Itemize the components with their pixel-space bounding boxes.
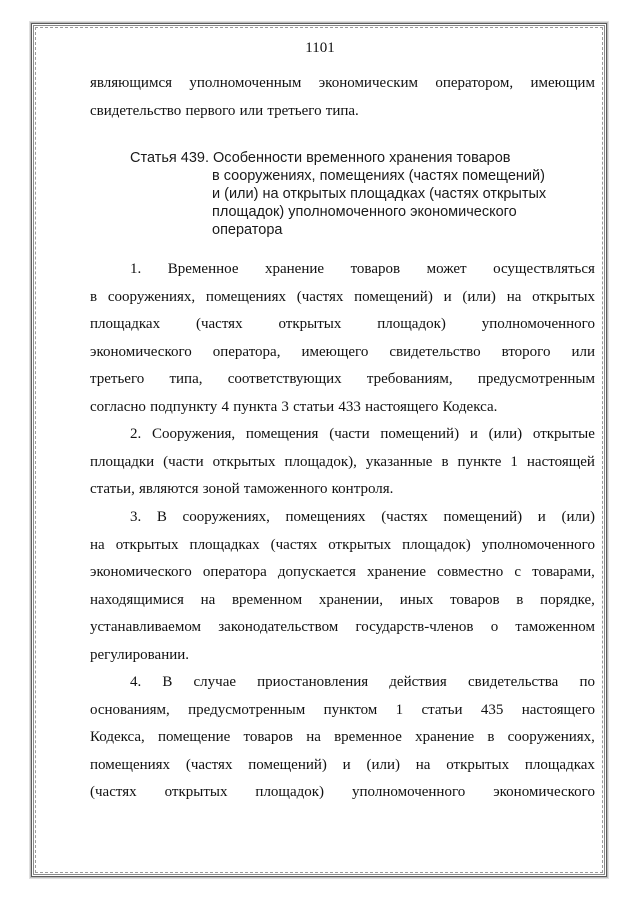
text-line: статьи, являются зоной таможенного контроля. [90, 481, 394, 497]
text-line: регулировании. [90, 646, 190, 663]
intro-paragraph [90, 70, 595, 125]
article-title-continuation: площадок) уполномоченного экономического [212, 204, 517, 220]
text-line: экономического оператора допускается хранение совместно с товарами, [90, 564, 595, 580]
text-line: площадках (частях открытых площадок) уполномоченного [90, 316, 595, 332]
page-number: 1101 [305, 40, 335, 56]
article-heading [130, 149, 600, 239]
text-line: 1. Временное хранение товаров может осуществляться [130, 261, 595, 277]
text-line: основаниям, предусмотренным пунктом 1 статьи 435 настоящего [90, 701, 595, 718]
text-line: третьего типа, соответствующих требованиям, предусмотренным [90, 371, 595, 387]
paragraph-2 [90, 421, 595, 504]
text-line: в сооружениях, помещениях (частях помещений) и (или) на открытых [90, 288, 595, 305]
paragraph-4 [90, 669, 595, 807]
text-line: 4. В случае приостановления действия свидетельства по [130, 674, 595, 690]
text-line: 3. В сооружениях, помещениях (частях помещений) и (или) [130, 509, 595, 525]
text-line: на открытых площадках (частях открытых площадок) уполномоченного [90, 536, 595, 553]
article-title-continuation: в сооружениях, помещениях (частях помещений) [212, 168, 545, 184]
text-line: 2. Сооружения, помещения (части помещений) и (или) открытые [130, 426, 595, 442]
text-line: экономического оператора, имеющего свидетельство второго или [90, 343, 595, 360]
paragraph-1 [90, 256, 595, 421]
text-line: свидетельство первого или третьего типа. [90, 102, 359, 119]
text-line: устанавливаемом законодательством государств-членов о таможенном [90, 619, 595, 635]
article-title-line: Статья 439. Особенности временного хранения товаров [130, 150, 511, 166]
text-line: площадки (части открытых площадок), указанные в пункте 1 настоящей [90, 453, 595, 470]
article-title-continuation: и (или) на открытых площадках (частях открытых [212, 186, 547, 202]
text-line: являющимся уполномоченным экономическим оператором, имеющим [90, 75, 595, 91]
text-line: помещениях (частях помещений) и (или) на открытых площадках [90, 756, 595, 773]
paragraph-3 [90, 504, 595, 669]
text-line: Кодекса, помещение товаров на временное хранение в сооружениях, [90, 729, 595, 745]
text-line: согласно подпункту 4 пункта 3 статьи 433 настоящего Кодекса. [90, 398, 498, 415]
text-line: (частях открытых площадок) уполномоченного экономического [90, 784, 595, 800]
article-title-continuation: оператора [212, 222, 283, 238]
text-line: находящимися на временном хранении, иных товаров в порядке, [90, 591, 595, 608]
